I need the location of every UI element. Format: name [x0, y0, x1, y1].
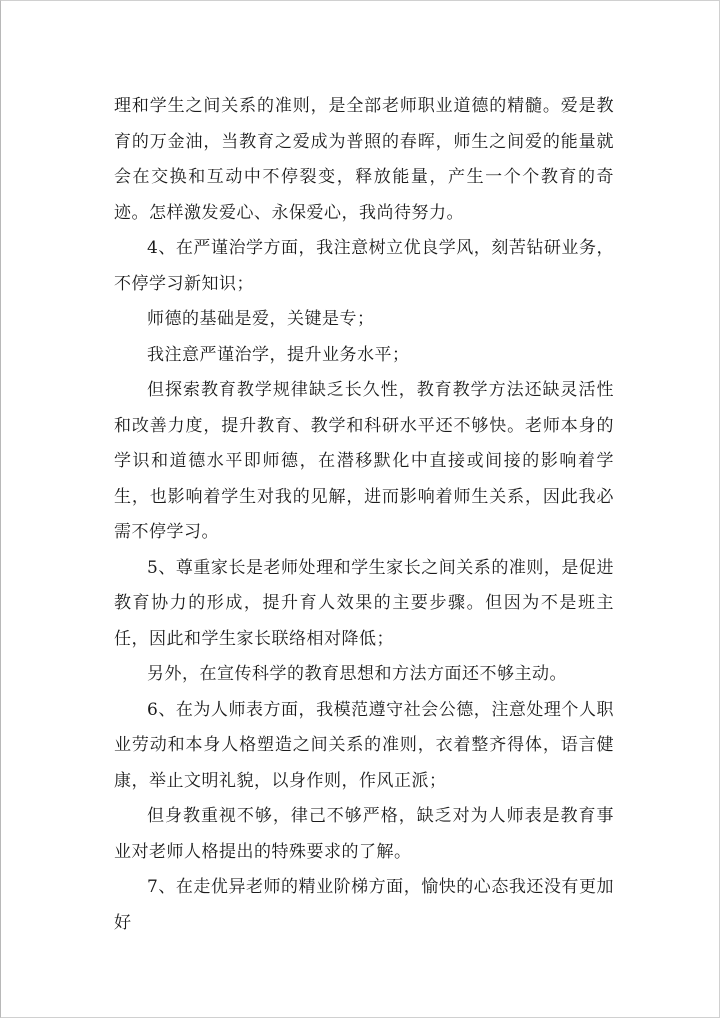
- paragraph-8: 6、在为人师表方面，我模范遵守社会公德，注意处理个人职业劳动和本身人格塑造之间关系的准则，衣着整齐得体，语言健康，举止文明礼貌，以身作则，作风正派；: [114, 699, 614, 791]
- paragraph-9: 但身教重视不够，律己不够严格，缺乏对为人师表是教育事业对老师人格提出的特殊要求的了解。: [114, 806, 614, 862]
- document-body: [114, 89, 614, 941]
- paragraph-4: 我注意严谨治学，提升业务水平；: [147, 344, 410, 365]
- paragraph-2: 4、在严谨治学方面，我注意树立优良学风，刻苦钻研业务，不停学习新知识；: [114, 238, 614, 294]
- paragraph-3: 师德的基础是爱，关键是专；: [147, 309, 375, 329]
- paragraph-5: 但探索教育教学规律缺乏长久性，教育教学方法还缺灵活性和改善力度，提升教育、教学和科研水平还不够快。老师本身的学识和道德水平即师德，在潜移默化中直接或间接的影响着学生，也影响着学生对我的见解，进而影响着师生关系，因此我必需不停学习。: [114, 380, 614, 542]
- paragraph-6: 5、尊重家长是老师处理和学生家长之间关系的准则，是促进教育协力的形成，提升育人效果的主要步骤。但因为不是班主任，因此和学生家长联络相对降低；: [114, 557, 614, 649]
- paragraph-10: 7、在走优异老师的精业阶梯方面，愉快的心态我还没有更加好: [114, 877, 614, 933]
- paragraph-7: 另外，在宣传科学的教育思想和方法方面还不够主动。: [147, 664, 567, 684]
- paragraph-1: 理和学生之间关系的准则，是全部老师职业道德的精髓。爱是教育的万金油，当教育之爱成为普照的春晖，师生之间爱的能量就会在交换和互动中不停裂变，释放能量，产生一个个教育的奇迹。怎样激发爱心、永保爱心，我尚待努力。: [114, 96, 614, 223]
